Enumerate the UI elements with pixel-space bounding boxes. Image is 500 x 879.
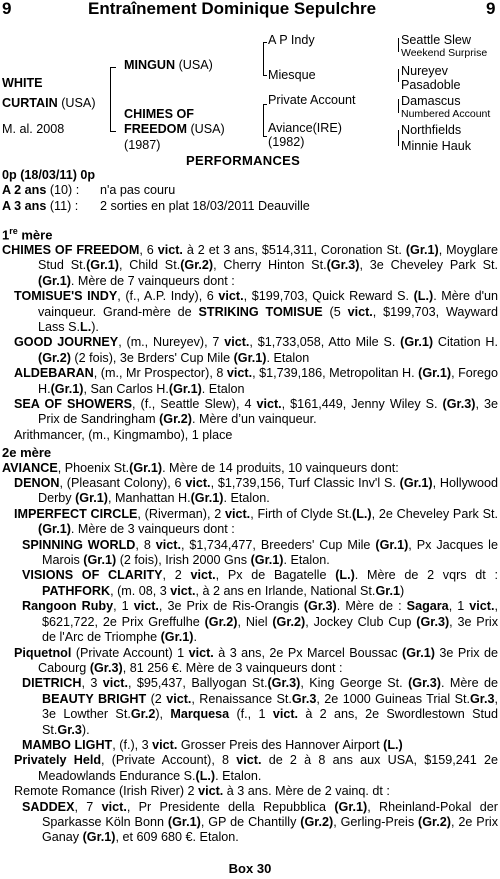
granddam-2-year: (1982) <box>268 135 305 149</box>
produce-entry: GOOD JOURNEY, (m., Nureyev), 7 vict., $1,733,058, Atto Mile S. (Gr.1) Citation H.(Gr.2) (2 fois), 3e Brders' Cup Mile (Gr.1). Etalon <box>14 335 498 365</box>
box-number: Box 30 <box>228 861 272 876</box>
produce-entry: MAMBO LIGHT, (f.), 3 vict. Grosser Preis des Hannover Airport (L.) <box>22 737 403 752</box>
granddam-2: Aviance(IRE) <box>268 121 342 135</box>
perf-age3 <box>2 199 498 214</box>
sire-country: (USA) <box>178 58 213 72</box>
produce-entry: Piquetnol (Private Account) 1 vict. à 3 ans, 2e Px Marcel Boussac (Gr.1) 3e Prix de Cabourg (Gr.3), 81 256 €. Mère de 3 vainqueurs dont : <box>14 645 498 675</box>
produce-entry: ALDEBARAN, (m., Mr Prospector), 8 vict., $1,739,186, Metropolitan H. (Gr.1), Forego H.(Gr.1), San Carlos H.(Gr.1). Etalon <box>14 366 498 396</box>
performances-title: PERFORMANCES <box>186 153 301 168</box>
granddam-1: Miesque <box>268 68 316 82</box>
produce-entry: IMPERFECT CIRCLE, (Riverman), 2 vict., Firth of Clyde St.(L.), 2e Cheveley Park St.(Gr.1). Mère de 3 vainqueurs dont : <box>14 506 498 537</box>
horse-sex-age: M. al. 2008 <box>2 122 65 136</box>
horse-country: (USA) <box>61 96 96 110</box>
horse-name-line2 <box>2 96 96 110</box>
dam-name-cont: FREEDOM <box>124 122 187 136</box>
ggs-7: Northfields <box>401 123 462 137</box>
ggs-2: Weekend Surprise <box>401 47 488 59</box>
produce-entry: SEA OF SHOWERS, (f., Seattle Slew), 4 vict., $161,449, Jenny Wiley S. (Gr.3), 3e Prix de Sandringham (Gr.2). Mère d’un vainqueur. <box>14 397 498 427</box>
age3-label: A 3 ans <box>2 198 47 213</box>
ggs-8: Minnie Hauk <box>401 139 471 153</box>
sire <box>124 58 213 72</box>
horse-name: WHITE <box>2 76 43 90</box>
age3-count: (11) : <box>46 198 79 213</box>
age2-text: n'a pas couru <box>100 183 176 198</box>
grandsire-1: A P Indy <box>268 33 315 47</box>
age2-count: (10) : <box>46 183 80 198</box>
horse-name-cont: CURTAIN <box>2 96 58 110</box>
perf-summary: 0p (18/03/11) 0p <box>2 168 96 182</box>
lot-number-left: 9 <box>2 0 12 18</box>
produce-entry: Rangoon Ruby, 1 vict., 3e Prix de Ris-Orangis (Gr.3). Mère de : Sagara, 1 vict., $621,722, 2e Prix Greffulhe (Gr.2), Niel (Gr.2), Jockey Club Cup (Gr.3), 3e Prix de l'Arc de Triomphe (Gr.1). <box>22 599 498 645</box>
produce-entry: Remote Romance (Irish River) 2 vict. à 3 ans. Mère de 2 vainq. dt : <box>14 784 390 799</box>
dam-country: (USA) <box>190 122 225 136</box>
produce-entry: Arithmancer, (m., Kingmambo), 1 place <box>14 427 233 442</box>
page-title: Entraînement Dominique Sepulchre <box>88 0 377 18</box>
produce-entry: SPINNING WORLD, 8 vict., $1,734,477, Breeders' Cup Mile (Gr.1), Px Jacques le Marois (Gr.1) (2 fois), Irish 2000 Gns (Gr.1). Etalon. <box>22 537 498 568</box>
produce-entry: VISIONS OF CLARITY, 2 vict., Px de Bagatelle (L.). Mère de 2 vqrs dt : PATHFORK, (m. 08, 3 vict., à 2 ans en Irlande, National St.Gr.1) <box>22 568 498 598</box>
perf-age2 <box>2 183 498 198</box>
produce-entry: Privately Held, (Private Account), 8 vict. de 2 à 8 ans aux USA, $159,241 2e Meadowlands Endurance S.(L.). Etalon. <box>14 753 498 783</box>
ggs-1: Seattle Slew <box>401 33 472 47</box>
section-2e-mere: 2e mère <box>2 445 52 461</box>
dam-entry: CHIMES OF FREEDOM, 6 vict. à 2 et 3 ans, $514,311, Coronation St. (Gr.1), Moyglare Stud St.(Gr.1), Child St.(Gr.2), Cherry Hinton St.(Gr.3), 3e Cheveley Park St.(Gr.1). Mère de 7 vainqueurs dont : <box>2 242 498 288</box>
sire-name: MINGUN <box>124 58 176 72</box>
catalogue-body <box>2 168 498 846</box>
ggs-5: Damascus <box>401 94 461 108</box>
dam-name-line2 <box>124 122 225 136</box>
ggs-6: Numbered Account <box>401 108 491 120</box>
produce-entry: TOMISUE'S INDY, (f., A.P. Indy), 6 vict., $199,703, Quick Reward S. (L.). Mère d'un vainqueur. Grand-mère de STRIKING TOMISUE (5 vict., $199,703, Wayward Lass S.L.). <box>14 289 498 334</box>
lot-number-right: 9 <box>486 0 496 18</box>
produce-entry: DIETRICH, 3 vict., $95,437, Ballyogan St.(Gr.3), King George St. (Gr.3). Mère de BEAUTY BRIGHT (2 vict., Renaissance St.Gr.3, 2e 1000 Guineas Trial St.Gr.3, 3e Lowther St.Gr.2), Marquesa (f., 1 vict. à 2 ans, 2e Swordlestown Stud St.Gr.3). <box>22 676 499 737</box>
ggs-4: Pasadoble <box>401 78 461 92</box>
produce-entry: DENON, (Pleasant Colony), 6 vict., $1,739,156, Turf Classic Inv'l S. (Gr.1), Hollywood Derby (Gr.1), Manhattan H.(Gr.1). Etalon. <box>14 476 498 506</box>
produce-entry: SADDEX, 7 vict., Pr Presidente della Repubblica (Gr.1), Rheinland-Pokal der Sparkasse Köln Bonn (Gr.1), GP de Chantilly (Gr.2), Gerling-Preis (Gr.2), 2e Prix Ganay (Gr.1), et 609 680 €. Etalon. <box>22 799 498 845</box>
grandsire-2: Private Account <box>268 93 356 107</box>
dam-entry: AVIANCE, Phoenix St.(Gr.1). Mère de 14 produits, 10 vainqueurs dont: <box>2 460 399 475</box>
age2-label: A 2 ans <box>2 183 47 198</box>
age3-text: 2 sorties en plat 18/03/2011 Deauville <box>100 198 310 213</box>
ggs-3: Nureyev <box>401 64 448 78</box>
dam-name: CHIMES OF <box>124 107 194 121</box>
section-1re-mere: 1re mère <box>2 226 53 243</box>
dam-year: (1987) <box>124 138 161 152</box>
